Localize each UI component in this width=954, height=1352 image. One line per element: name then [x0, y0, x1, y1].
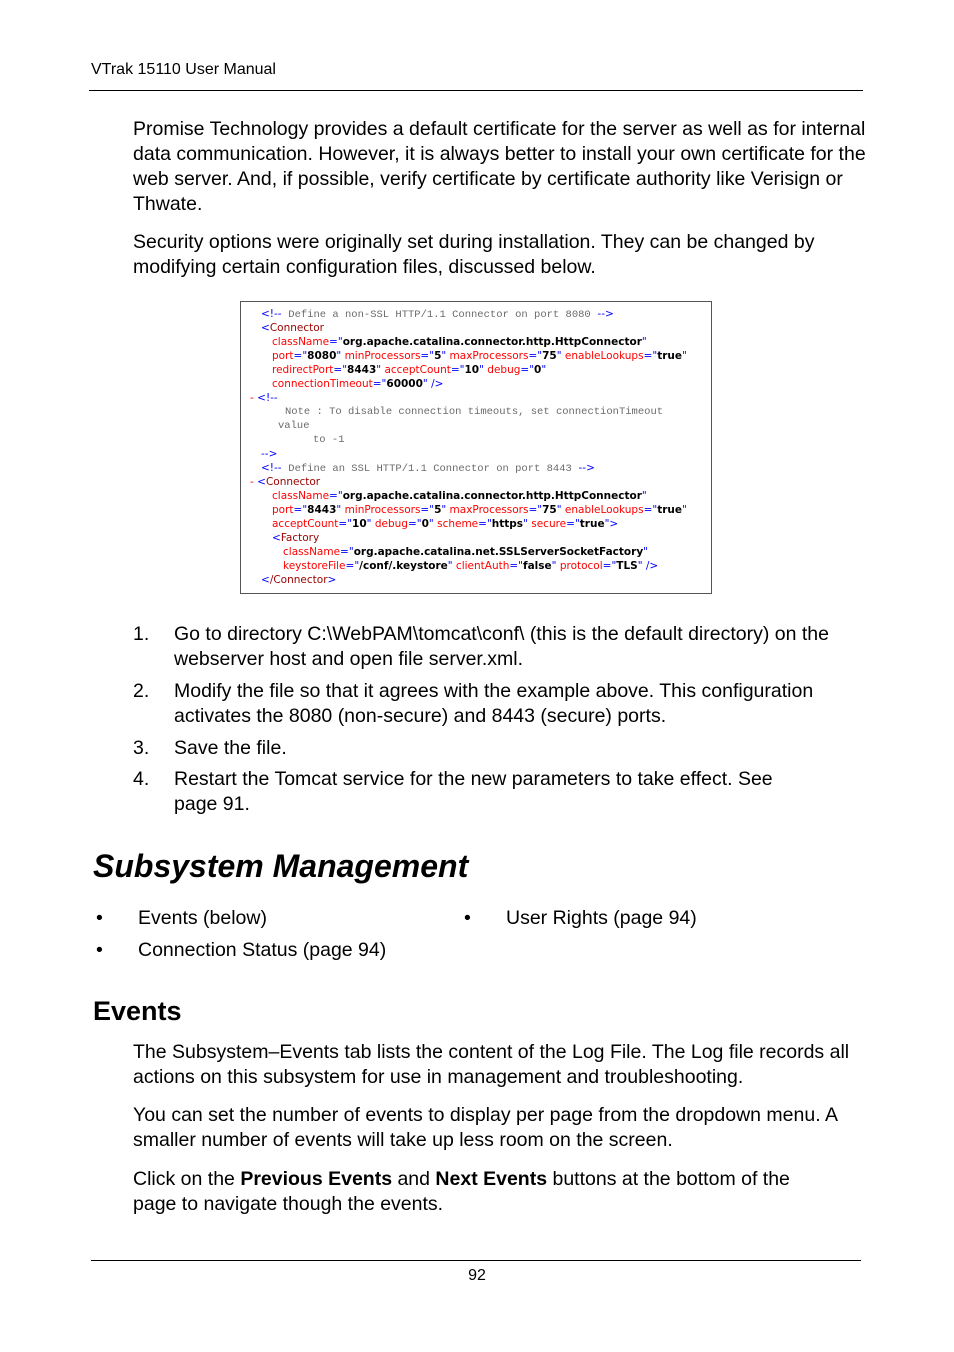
xml-attr: acceptCount: [272, 518, 339, 530]
xml-value: org.apache.catalina.connector.http.HttpConnector: [342, 490, 642, 502]
xml-value: 5: [434, 504, 442, 516]
xml-attr: secure: [531, 518, 567, 530]
xml-value: org.apache.catalina.net.SSLServerSocketFactory: [353, 546, 644, 558]
bullet-marker: •: [96, 907, 103, 929]
xml-value: 10: [352, 518, 367, 530]
xml-attr: debug: [487, 364, 521, 376]
xml-tag: Connector: [265, 476, 321, 488]
step-number: 1.: [133, 623, 150, 645]
header-rule: [89, 90, 863, 91]
xml-line-timeout: connectionTimeout="60000" />: [272, 378, 444, 390]
xml-line-factory-open: <Factory: [272, 532, 320, 544]
xml-value: 75: [542, 504, 557, 516]
xml-line-factory-class: className="org.apache.catalina.net.SSLServerSocketFactory": [283, 546, 649, 558]
xml-attr: className: [272, 336, 330, 348]
xml-comment-note-2: value: [278, 420, 310, 432]
text-run: and: [392, 1168, 436, 1190]
xml-line-connector-open: <Connector: [261, 322, 324, 334]
text-run: buttons at the bottom of the page to navigate though the events.: [133, 1168, 790, 1215]
xml-attr: connectionTimeout: [272, 378, 373, 390]
step-text: Restart the Tomcat service for the new parameters to take effect. See page 91.: [174, 768, 773, 815]
xml-value: org.apache.catalina.connector.http.HttpConnector: [342, 336, 642, 348]
events-paragraph-3: [133, 1167, 833, 1217]
intro-paragraph-1: Promise Technology provides a default certificate for the server as well as for internal data communication. However, it is always better to install your own certificate for the web server. And, if possible, verify certificate by certificate authority like Verisign or Thwate.: [133, 118, 866, 215]
xml-value: 10: [464, 364, 480, 376]
xml-attr: scheme: [437, 518, 479, 530]
xml-line-comment-2-close: -->: [261, 448, 278, 460]
xml-comment-note-3: to -1: [313, 434, 345, 446]
events-paragraph-1: The Subsystem–Events tab lists the content of the Log File. The Log file records all actions on this subsystem for use in management and troubleshooting.: [133, 1041, 850, 1088]
footer-rule: [91, 1260, 861, 1261]
xml-attr: enableLookups: [564, 504, 644, 516]
text-run: Click on the: [133, 1168, 241, 1190]
xml-value: 5: [434, 350, 442, 362]
xml-value: 0: [421, 518, 429, 530]
section-heading: Subsystem Management: [93, 848, 469, 884]
step-number: 4.: [133, 768, 150, 790]
xml-line-classname: className="org.apache.catalina.connector.http.HttpConnector": [272, 336, 647, 348]
subsection-heading: Events: [93, 996, 182, 1026]
next-events-label: Next Events: [435, 1168, 548, 1190]
xml-attr: protocol: [559, 560, 603, 572]
xml-tag: Connector: [269, 322, 324, 334]
xml-line-accept-2: acceptCount="10" debug="0" scheme="https" secure="true">: [272, 518, 619, 530]
xml-attr: clientAuth: [455, 560, 510, 572]
xml-line-port: port="8080" minProcessors="5" maxProcessors="75" enableLookups="true": [272, 350, 687, 362]
xml-attr: acceptCount: [384, 364, 451, 376]
xml-attr: className: [272, 490, 330, 502]
xml-line-redirect: redirectPort="8443" acceptCount="10" debug="0": [272, 364, 547, 376]
xml-tag: /Connector: [269, 574, 328, 586]
page-number: 92: [468, 1267, 486, 1284]
xml-line-port-2: port="8443" minProcessors="5" maxProcessors="75" enableLookups="true": [272, 504, 687, 516]
xml-value: 75: [542, 350, 557, 362]
xml-comment-text: Define an SSL HTTP/1.1 Connector on port 8443: [288, 463, 572, 475]
xml-attr: className: [283, 546, 341, 558]
step-number: 2.: [133, 680, 150, 702]
xml-attr: port: [272, 504, 294, 516]
step-text: Modify the file so that it agrees with the example above. This configuration activates the 8080 (non-secure) and 8443 (secure) ports.: [174, 680, 814, 727]
xml-value: 8443: [307, 504, 337, 516]
xml-comment-text: Define a non-SSL HTTP/1.1 Connector on port 8080: [288, 309, 591, 321]
running-header: VTrak 15110 User Manual: [91, 61, 276, 78]
bullet-connection-status-link[interactable]: Connection Status (page 94): [138, 939, 387, 961]
xml-config-figure: [240, 301, 712, 594]
xml-value: 8443: [347, 364, 377, 376]
xml-value: /conf/.keystore: [359, 560, 448, 572]
xml-value: 8080: [307, 350, 337, 362]
step-text: Go to directory C:\WebPAM\tomcat\conf\ (this is the default directory) on the webserver host and open file server.xml.: [174, 623, 829, 670]
xml-comment-note-1: Note : To disable connection timeouts, set connectionTimeout: [285, 406, 664, 418]
xml-value: false: [523, 560, 552, 572]
xml-line-classname-2: className="org.apache.catalina.connector.http.HttpConnector": [272, 490, 647, 502]
xml-value: 60000: [386, 378, 423, 390]
xml-tag: Factory: [280, 532, 320, 544]
xml-attr: keystoreFile: [283, 560, 346, 572]
xml-attr: minProcessors: [344, 350, 421, 362]
previous-events-label: Previous Events: [240, 1168, 393, 1190]
xml-value: https: [491, 518, 524, 530]
xml-line-comment-2-open: - <!--: [250, 392, 278, 404]
events-paragraph-2: You can set the number of events to display per page from the dropdown menu. A smaller number of events will take up less room on the screen.: [133, 1104, 837, 1151]
xml-line-comment-3: <!-- Define an SSL HTTP/1.1 Connector on port 8443 -->: [261, 462, 595, 475]
xml-attr: redirectPort: [272, 364, 334, 376]
xml-attr: maxProcessors: [449, 350, 529, 362]
xml-attr: port: [272, 350, 294, 362]
bullet-marker: •: [96, 939, 103, 961]
xml-value: true: [657, 350, 682, 362]
xml-attr: debug: [374, 518, 408, 530]
step-text: Save the file.: [174, 737, 287, 759]
xml-attr: minProcessors: [344, 504, 421, 516]
intro-paragraph-2: Security options were originally set during installation. They can be changed by modifying certain configuration files, discussed below.: [133, 231, 815, 278]
xml-value: true: [657, 504, 682, 516]
bullet-user-rights-link[interactable]: User Rights (page 94): [506, 907, 697, 929]
xml-attr: enableLookups: [564, 350, 644, 362]
xml-attr: maxProcessors: [449, 504, 529, 516]
xml-value: 0: [534, 364, 542, 376]
step-number: 3.: [133, 737, 150, 759]
xml-value: true: [579, 518, 605, 530]
xml-line-comment-1: <!-- Define a non-SSL HTTP/1.1 Connector on port 8080 -->: [261, 308, 614, 321]
xml-line-keystore: keystoreFile="/conf/.keystore" clientAuth="false" protocol="TLS" />: [283, 560, 659, 572]
bullet-events-link[interactable]: Events (below): [138, 907, 267, 929]
xml-value: TLS: [616, 560, 638, 572]
bullet-marker: •: [464, 907, 471, 929]
xml-line-connector-2-open: - <Connector: [250, 476, 321, 488]
xml-line-connector-close: </Connector>: [261, 574, 337, 586]
